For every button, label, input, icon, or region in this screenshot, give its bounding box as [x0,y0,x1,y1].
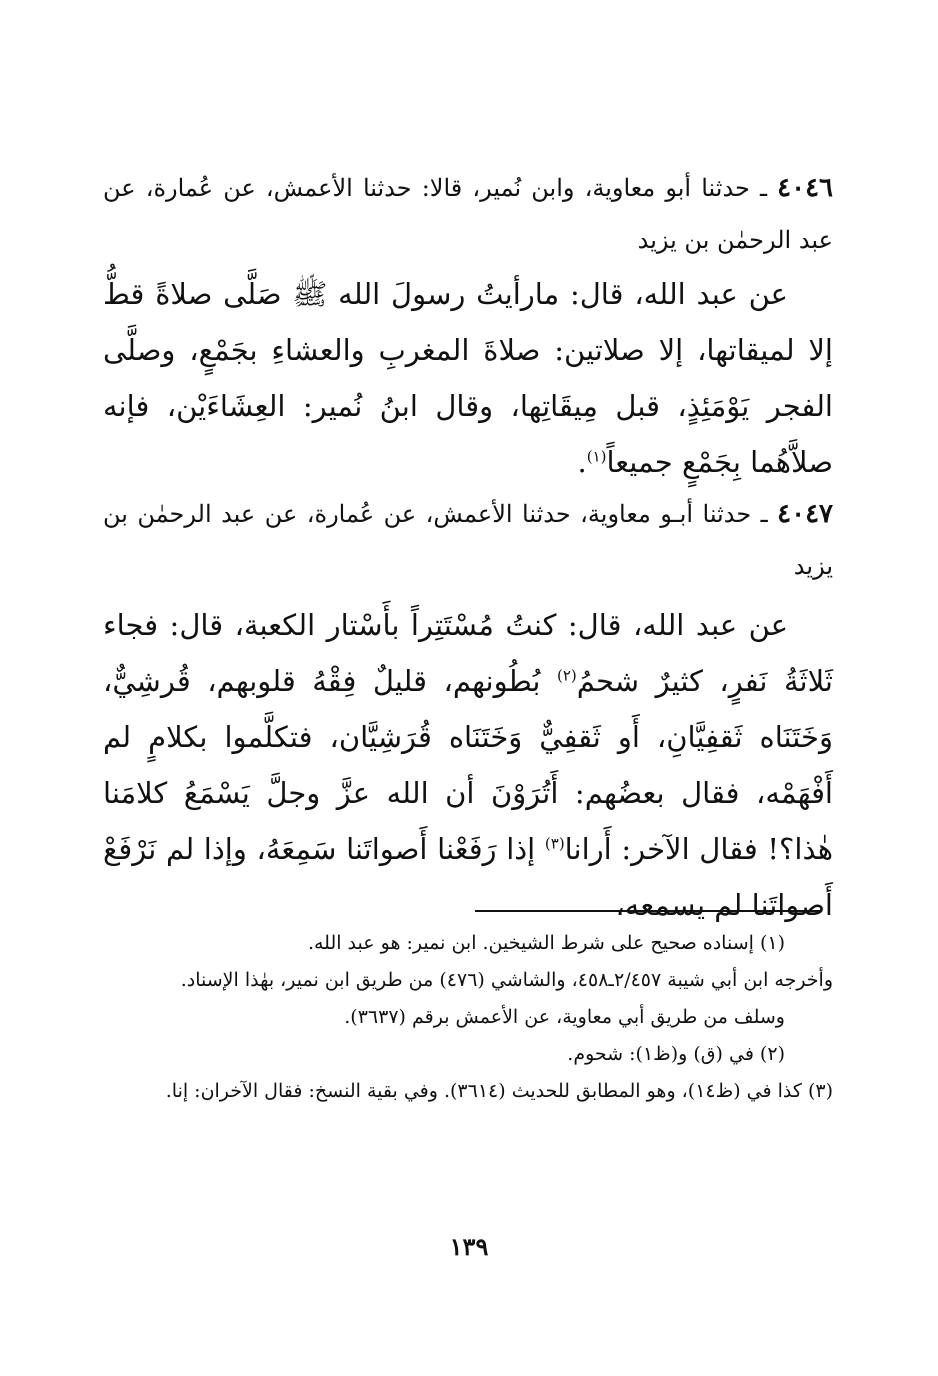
hadith-4046-matn [103,266,833,490]
footnote-1-line-3: وسلف من طريق أبي معاوية، عن الأعمش برقم (٣٦٣٧). [344,1006,785,1028]
isnad-text: ـ حدثنا أبو معاوية، وابن نُمير، قالا: حدثنا الأعمش، عن عُمارة، عن عبد الرحمٰن بن يزيد [103,174,833,254]
footnote-ref-3: (٣) [544,834,565,853]
matn-text: عن عبد الله، قال: كنتُ مُسْتَتِراً بأَسْتار الكعبة، قال: فجاء ثَلاثَةُ نَفرٍ، كثيرٌ شحمُ [103,608,833,698]
footnote-1-line-2: وأخرجه ابن أبي شيبة ٢/٤٥٧ـ٤٥٨، والشاشي (٤٧٦) من طريق ابن نمير، بهٰذا الإسناد. [180,969,833,991]
matn-end: . [577,445,587,479]
page-number: ١٣٩ [449,1232,489,1261]
hadith-4047-isnad [103,488,833,592]
footnote-ref-1: (١) [586,447,607,466]
footnote-3: (٣) كذا في (ظ١٤)، وهو المطابق للحديث (٣٦١٤). وفي بقية النسخ: فقال الآخران: إنا. [165,1080,833,1102]
isnad-text: ـ حدثنا أبـو معاوية، حدثنا الأعمش، عن عُمارة، عن عبد الرحمٰن بن يزيد [103,500,833,580]
matn-text: بُطُونهم، قليلٌ فِقْهُ قلوبهم، قُرشِيٌّ، وَخَتَنَاه ثَقفِيَّانِ، أَو ثَقفِيٌّ وَخَتَنَاه قُرَشِيَّان، فتكلَّموا بكلامٍ لم أَفْهَمْه، فقال بعضُهم: أَتُرَوْنَ أن الله عزَّ وجلَّ يَسْمَعُ كلامَنا هٰذا؟! فقال الآخر: أَرانا [103,664,833,866]
hadith-4046-isnad [103,162,833,266]
footnote-ref-2: (٢) [556,666,577,685]
hadith-4047-matn [103,597,833,933]
matn-text: إذا رَفَعْنا أَصواتَنا سَمِعَهُ، وإذا لم نَرْفَعْ أَصواتَنا لم يسمعه، [103,832,833,922]
hadith-number: ٤٠٤٦ [777,173,834,203]
footnote-1-line-1: (١) إسناده صحيح على شرط الشيخين. ابن نمير: هو عبد الله. [307,932,785,954]
hadith-number: ٤٠٤٧ [777,499,833,529]
footnotes [123,925,833,1110]
matn-text: عن عبد الله، قال: مارأيتُ رسولَ الله ﷺ صَلَّى صلاةً قطُّ إلا لميقاتها، إلا صلاتين: صلاةَ المغربِ والعشاءِ بجَمْعٍ، وصلَّى الفجر يَوْمَئِذٍ، قبل مِيقَاتِها، وقال ابنُ نُمير: العِشَاءَيْن، فإنه صلاَّهُما بِجَمْعٍ جميعاً [103,277,833,479]
footnote-divider [475,910,820,912]
footnote-2: (٢) في (ق) و(ظ١): شحوم. [567,1043,785,1065]
